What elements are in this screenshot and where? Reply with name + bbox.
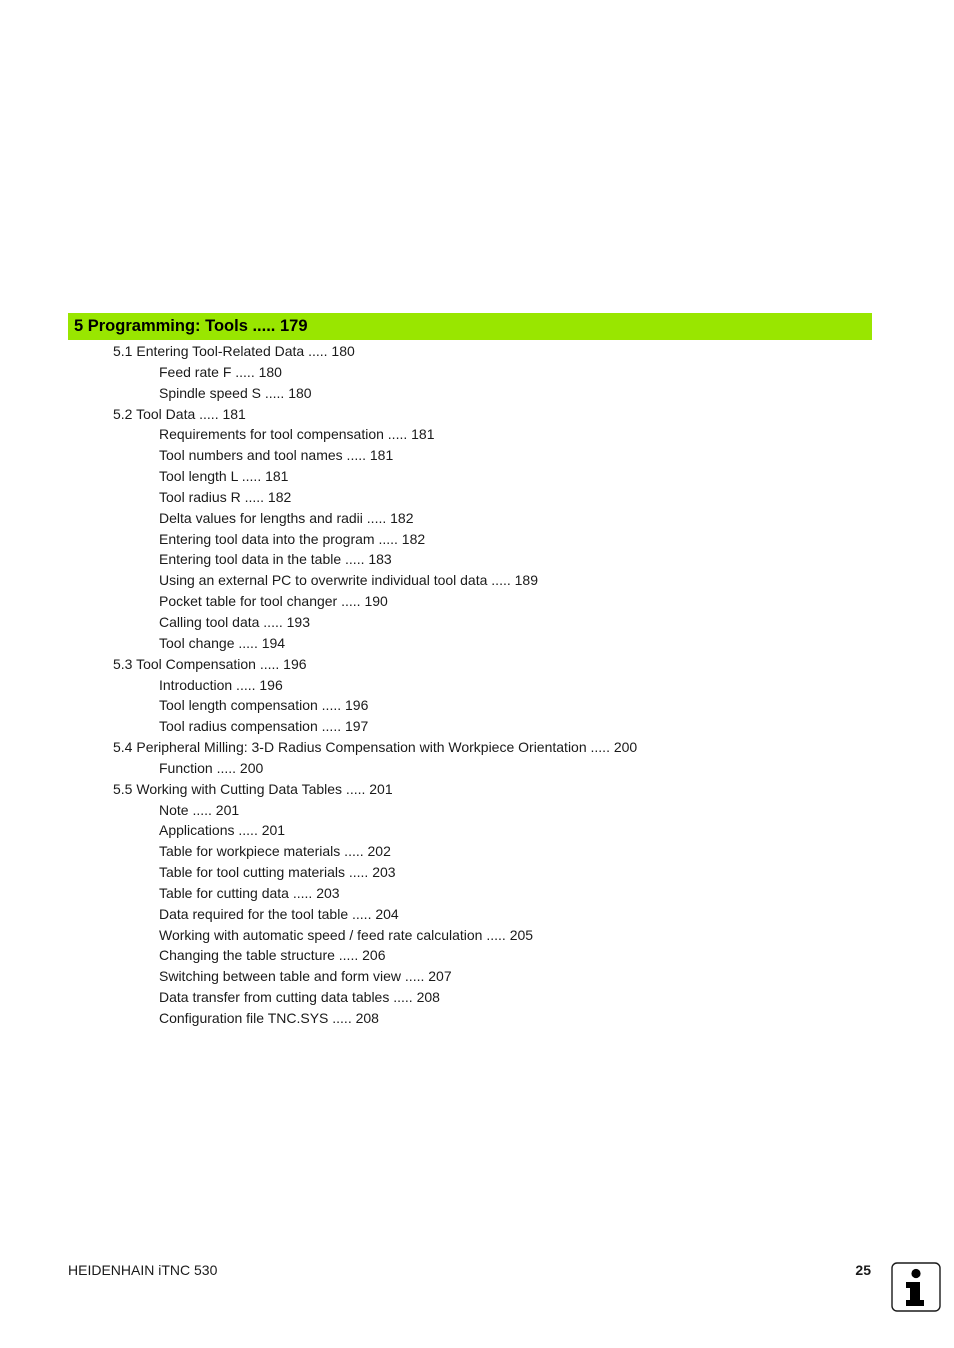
toc-subsection-entry[interactable]: Delta values for lengths and radii ..... 182 [159,509,414,526]
toc-subsection-entry[interactable]: Calling tool data ..... 193 [159,613,310,630]
toc-section-entry[interactable]: 5.4 Peripheral Milling: 3-D Radius Compensation with Workpiece Orientation ..... 200 [113,739,638,756]
toc-subsection-entry[interactable]: Data required for the tool table ..... 204 [159,905,399,922]
page-number: 25 [855,1262,871,1278]
table-of-contents [0,341,954,1029]
chapter-title[interactable]: 5 Programming: Tools ..... 179 [74,317,308,335]
toc-section-entry[interactable]: 5.3 Tool Compensation ..... 196 [113,655,307,672]
toc-subsection-entry[interactable]: Pocket table for tool changer ..... 190 [159,593,388,610]
toc-subsection-entry[interactable]: Tool length compensation ..... 196 [159,697,369,714]
toc-subsection-entry[interactable]: Note ..... 201 [159,801,240,818]
toc-subsection-entry[interactable]: Configuration file TNC.SYS ..... 208 [159,1010,379,1026]
toc-subsection-entry[interactable]: Table for cutting data ..... 203 [159,884,340,901]
toc-subsection-entry[interactable]: Applications ..... 201 [159,822,286,839]
toc-subsection-entry[interactable]: Tool length L ..... 181 [159,468,289,485]
toc-subsection-entry[interactable]: Function ..... 200 [159,759,264,776]
toc-subsection-entry[interactable]: Table for tool cutting materials ..... 203 [159,864,396,881]
toc-subsection-entry[interactable]: Spindle speed S ..... 180 [159,384,312,401]
toc-section-entry[interactable]: 5.2 Tool Data ..... 181 [113,405,246,422]
toc-subsection-entry[interactable]: Entering tool data in the table ..... 183 [159,551,392,568]
toc-section-entry[interactable]: 5.5 Working with Cutting Data Tables ..... 201 [113,780,393,797]
toc-subsection-entry[interactable]: Feed rate F ..... 180 [159,363,282,380]
toc-subsection-entry[interactable]: Tool change ..... 194 [159,634,286,651]
toc-subsection-entry[interactable]: Changing the table structure ..... 206 [159,947,386,964]
toc-subsection-entry[interactable]: Entering tool data into the program ..... 182 [159,530,426,547]
toc-subsection-entry[interactable]: Data transfer from cutting data tables ..... 208 [159,989,440,1006]
toc-subsection-entry[interactable]: Table for workpiece materials ..... 202 [159,843,391,860]
chapter-heading-bar [68,313,872,340]
toc-subsection-entry[interactable]: Tool numbers and tool names ..... 181 [159,447,394,464]
footer-title: HEIDENHAIN iTNC 530 [68,1262,218,1278]
toc-subsection-entry[interactable]: Requirements for tool compensation ..... 181 [159,426,435,443]
toc-subsection-entry[interactable]: Working with automatic speed / feed rate calculation ..... 205 [159,926,534,943]
toc-subsection-entry[interactable]: Switching between table and form view ..... 207 [159,968,452,985]
toc-section-entry[interactable]: 5.1 Entering Tool-Related Data ..... 180 [113,343,355,359]
toc-subsection-entry[interactable]: Introduction ..... 196 [159,676,283,693]
toc-subsection-entry[interactable]: Using an external PC to overwrite individual tool data ..... 189 [159,572,538,589]
toc-subsection-entry[interactable]: Tool radius R ..... 182 [159,488,292,505]
info-icon[interactable] [891,1262,941,1312]
toc-subsection-entry[interactable]: Tool radius compensation ..... 197 [159,718,369,735]
